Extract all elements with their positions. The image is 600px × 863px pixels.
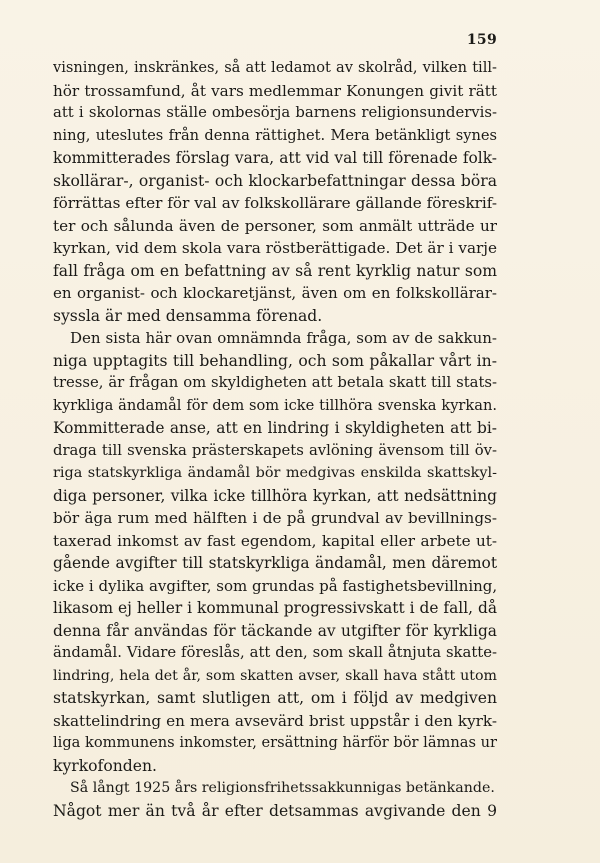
- text-line: fall fråga om en befattning av så rent kyrklig natur som: [53, 261, 497, 280]
- text-line: draga till svenska prästerskapets avlöning ävensom till öv-: [53, 441, 497, 459]
- text-line: likasom ej heller i kommunal progressivskatt i de fall, då: [53, 599, 497, 617]
- paragraph-end-line: kyrkofonden.: [53, 756, 157, 775]
- paragraph-start-line: Den sista här ovan omnämnda fråga, som av de sakkun-: [70, 329, 497, 347]
- text-line: Kommitterade anse, att en lindring i skyldigheten att bi-: [53, 419, 497, 437]
- text-line: lindring, hela det år, som skatten avser, skall hava stått utom: [53, 667, 497, 684]
- text-line: ning, uteslutes från denna rättighet. Mera betänkligt synes: [53, 126, 497, 144]
- text-line: hör trossamfund, åt vars medlemmar Konungen givit rätt: [53, 81, 497, 100]
- text-line: denna får användas för täckande av utgifter för kyrkliga: [53, 621, 497, 640]
- body-text: [53, 57, 497, 822]
- text-line: diga personer, vilka icke tillhöra kyrkan, att nedsättning: [53, 486, 497, 505]
- text-line: taxerad inkomst av fast egendom, kapital eller arbete ut-: [53, 531, 497, 550]
- text-line: gående avgifter till statskyrkliga ändamål, men däremot: [53, 554, 497, 572]
- text-line: kyrkliga ändamål för dem som icke tillhöra svenska kyrkan.: [53, 396, 497, 414]
- text-line: att i skolornas ställe ombesörja barnens religionsundervis-: [53, 104, 497, 121]
- text-line: kyrkan, vid dem skola vara röstberättigade. Det är i varje: [53, 239, 497, 257]
- text-line: skollärar-, organist- och klockarbefattningar dessa böra: [53, 171, 497, 190]
- text-line: liga kommunens inkomster, ersättning härför bör lämnas ur: [53, 734, 497, 751]
- paragraph-end-line: syssla är med densamma förenad.: [53, 306, 323, 325]
- text-line: Något mer än två år efter detsammas avgivande den 9: [53, 801, 497, 820]
- text-line: statskyrkan, samt slutligen att, om i följd av medgiven: [53, 689, 497, 707]
- text-line: ändamål. Vidare föreslås, att den, som skall åtnjuta skatte-: [53, 644, 497, 661]
- text-line: riga statskyrkliga ändamål bör medgivas enskilda skattskyl-: [53, 465, 497, 481]
- text-line: bör äga rum med hälften i de på grundval av bevillnings-: [53, 509, 497, 527]
- page-number: 159: [466, 32, 497, 48]
- text-line: skattelindring en mera avsevärd brist uppstår i den kyrk-: [53, 711, 497, 730]
- text-line: kommitterades förslag vara, att vid val till förenade folk-: [53, 149, 497, 167]
- text-line: visningen, inskränkes, så att ledamot av skolråd, vilken till-: [53, 59, 497, 76]
- paragraph-start-line: Så långt 1925 års religionsfrihetssakkunnigas betänkande.: [70, 780, 495, 796]
- text-line: tresse, är frågan om skyldigheten att betala skatt till stats-: [53, 374, 497, 391]
- text-line: niga upptagits till behandling, och som påkallar vårt in-: [53, 351, 497, 370]
- text-line: ter och sålunda även de personer, som anmält utträde ur: [53, 216, 497, 235]
- text-line: icke i dylika avgifter, som grundas på fastighetsbevillning,: [53, 576, 497, 595]
- text-line: förrättas efter för val av folkskollärare gällande föreskrif-: [53, 194, 497, 212]
- text-line: en organist- och klockaretjänst, även om en folkskollärar-: [53, 284, 497, 302]
